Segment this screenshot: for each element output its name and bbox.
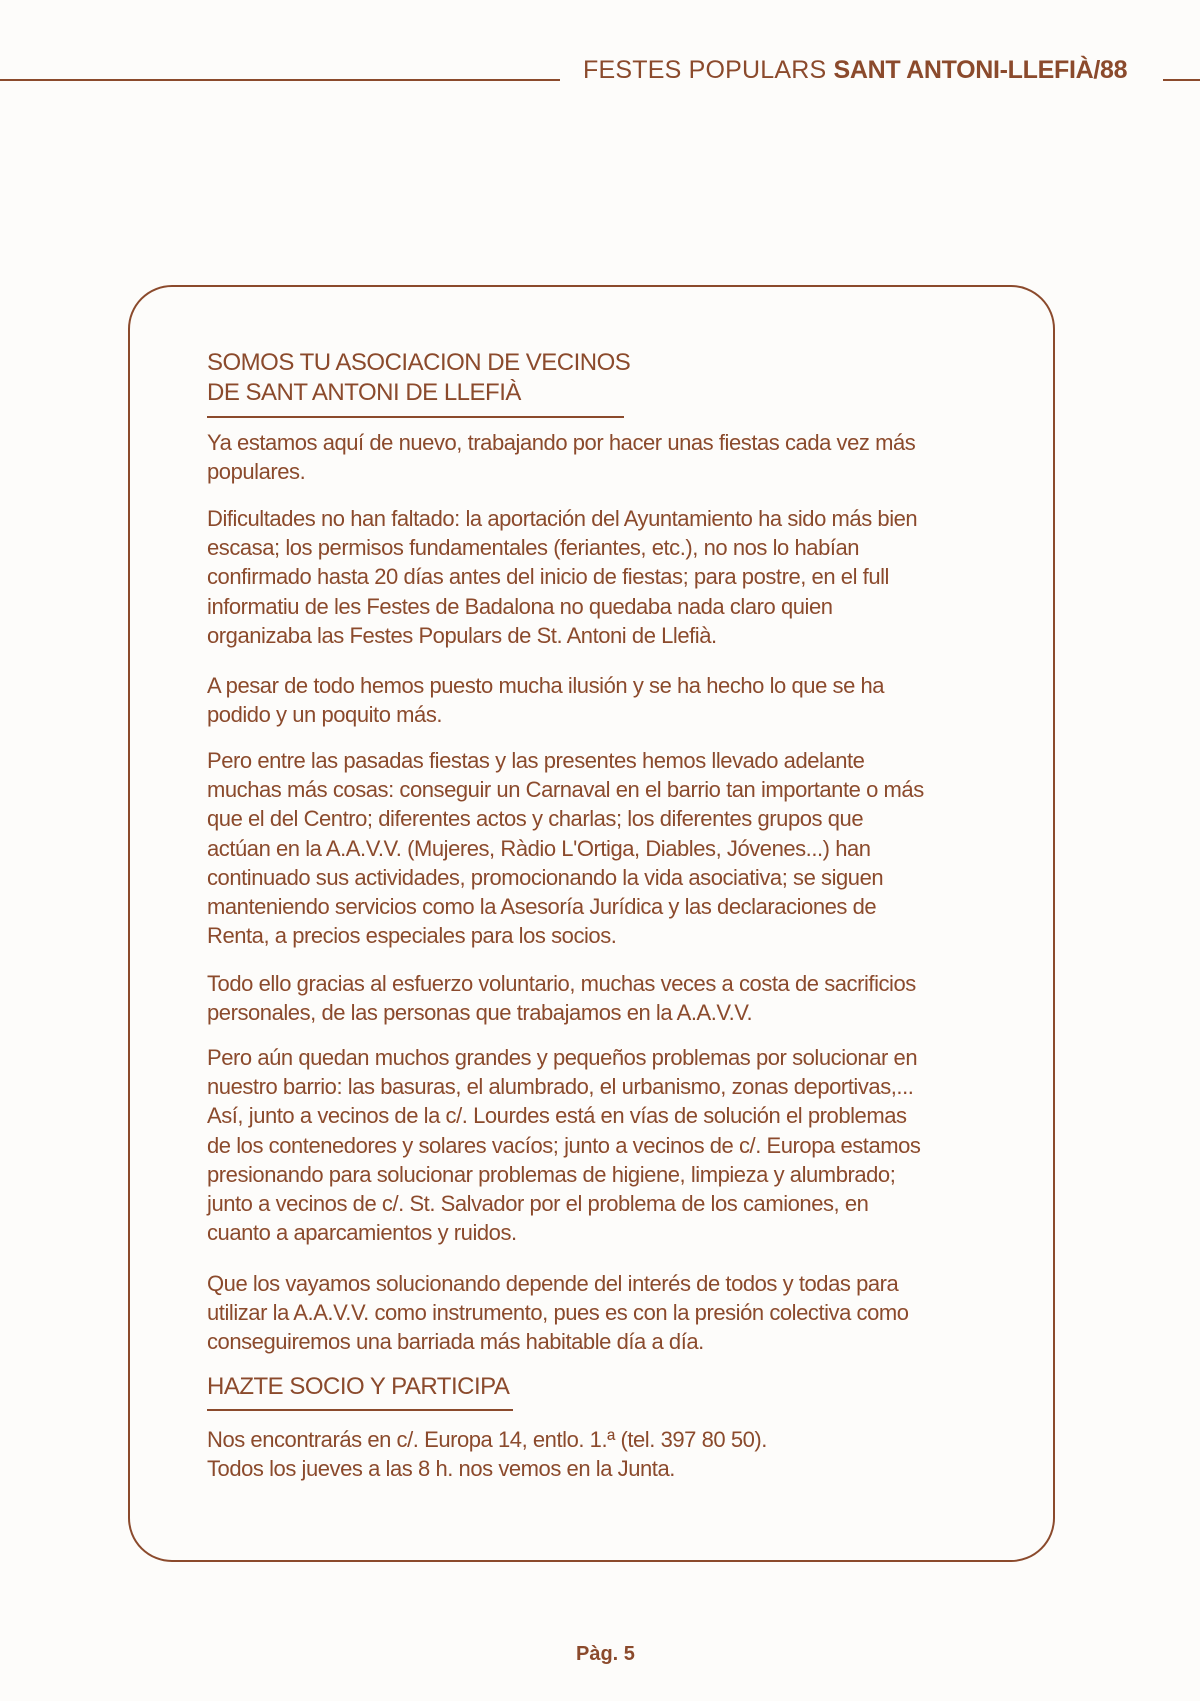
title-line: DE SANT ANTONI DE LLEFIÀ (207, 379, 521, 406)
header-bold: SANT ANTONI-LLEFIÀ/88 (833, 56, 1128, 84)
paragraph-line: escasa; los permisos fundamentales (feriantes, etc.), no nos lo habían (207, 535, 860, 561)
paragraph (207, 746, 924, 950)
paragraph-line: manteniendo servicios como la Asesoría Jurídica y las declaraciones de (207, 894, 877, 920)
paragraph-line: podido y un poquito más. (207, 702, 443, 728)
running-header (583, 56, 1127, 85)
article-title (207, 348, 630, 408)
paragraph-line: de los contenedores y solares vacíos; junto a vecinos de c/. Europa estamos (207, 1132, 921, 1158)
paragraph-line: Ya estamos aquí de nuevo, trabajando por hacer unas fiestas cada vez más (207, 430, 916, 455)
paragraph (207, 1269, 909, 1357)
paragraph (207, 428, 915, 486)
paragraph-line: cuanto a aparcamientos y ruidos. (207, 1220, 517, 1246)
paragraph-line: presionando para solucionar problemas de higiene, limpieza y alumbrado; (207, 1161, 896, 1187)
paragraph-line: que el del Centro; diferentes actos y charlas; los diferentes grupos que (207, 806, 864, 832)
contact-line: Nos encontrarás en c/. Europa 14, entlo. 1.ª (tel. 397 80 50). (207, 1427, 767, 1452)
paragraph-line: populares. (207, 459, 306, 485)
contact-info (207, 1425, 767, 1483)
paragraph-line: A pesar de todo hemos puesto mucha ilusión y se ha hecho lo que se ha (207, 673, 885, 698)
paragraph-line: muchas más cosas: conseguir un Carnaval en el barrio tan importante o más (207, 777, 924, 803)
paragraph-line: actúan en la A.A.V.V. (Mujeres, Ràdio L'Ortiga, Diables, Jóvenes...) han (207, 835, 871, 861)
subtitle: HAZTE SOCIO Y PARTICIPA (207, 1373, 510, 1400)
paragraph-line: Renta, a precios especiales para los socios. (207, 923, 617, 949)
paragraph-line: Dificultades no han faltado: la aportación del Ayuntamiento ha sido más bien (207, 506, 918, 531)
paragraph-line: Pero entre las pasadas fiestas y las presentes hemos llevado adelante (207, 748, 865, 773)
paragraph-line: confirmado hasta 20 días antes del inicio de fiestas; para postre, en el full (207, 564, 889, 590)
header-prefix: FESTES POPULARS (583, 56, 827, 84)
paragraph-line: Todo ello gracias al esfuerzo voluntario, muchas veces a costa de sacrificios (207, 971, 916, 996)
paragraph-line: junto a vecinos de c/. St. Salvador por el problema de los camiones, en (207, 1191, 869, 1217)
title-underline (207, 416, 624, 418)
paragraph-line: organizaba las Festes Populars de St. Antoni de Llefià. (207, 622, 717, 648)
title-line: SOMOS TU ASOCIACION DE VECINOS (207, 349, 631, 376)
subtitle-underline (207, 1409, 513, 1411)
paragraph-line: Así, junto a vecinos de la c/. Lourdes está en vías de solución el problemas (207, 1103, 907, 1129)
paragraph-line: conseguiremos una barriada más habitable día a día. (207, 1329, 704, 1355)
paragraph-line: continuado sus actividades, promocionando la vida asociativa; se siguen (207, 864, 884, 890)
paragraph-line: utilizar la A.A.V.V. como instrumento, pues es con la presión colectiva como (207, 1300, 909, 1326)
paragraph (207, 504, 917, 650)
paragraph (207, 969, 916, 1027)
paragraph-line: informatiu de les Festes de Badalona no quedaba nada claro quien (207, 593, 833, 619)
page-number: Pàg. 5 (576, 1643, 635, 1665)
contact-line: Todos los jueves a las 8 h. nos vemos en la Junta. (207, 1456, 675, 1482)
paragraph-line: Pero aún quedan muchos grandes y pequeños problemas por solucionar en (207, 1045, 918, 1070)
header-rule-right (1163, 79, 1200, 81)
paragraph-line: personales, de las personas que trabajamos en la A.A.V.V. (207, 1000, 753, 1026)
paragraph (207, 1043, 920, 1247)
paragraph-line: nuestro barrio: las basuras, el alumbrado, el urbanismo, zonas deportivas,... (207, 1074, 914, 1100)
header-rule-left (0, 79, 560, 81)
paragraph (207, 671, 884, 729)
paragraph-line: Que los vayamos solucionando depende del interés de todos y todas para (207, 1271, 899, 1296)
